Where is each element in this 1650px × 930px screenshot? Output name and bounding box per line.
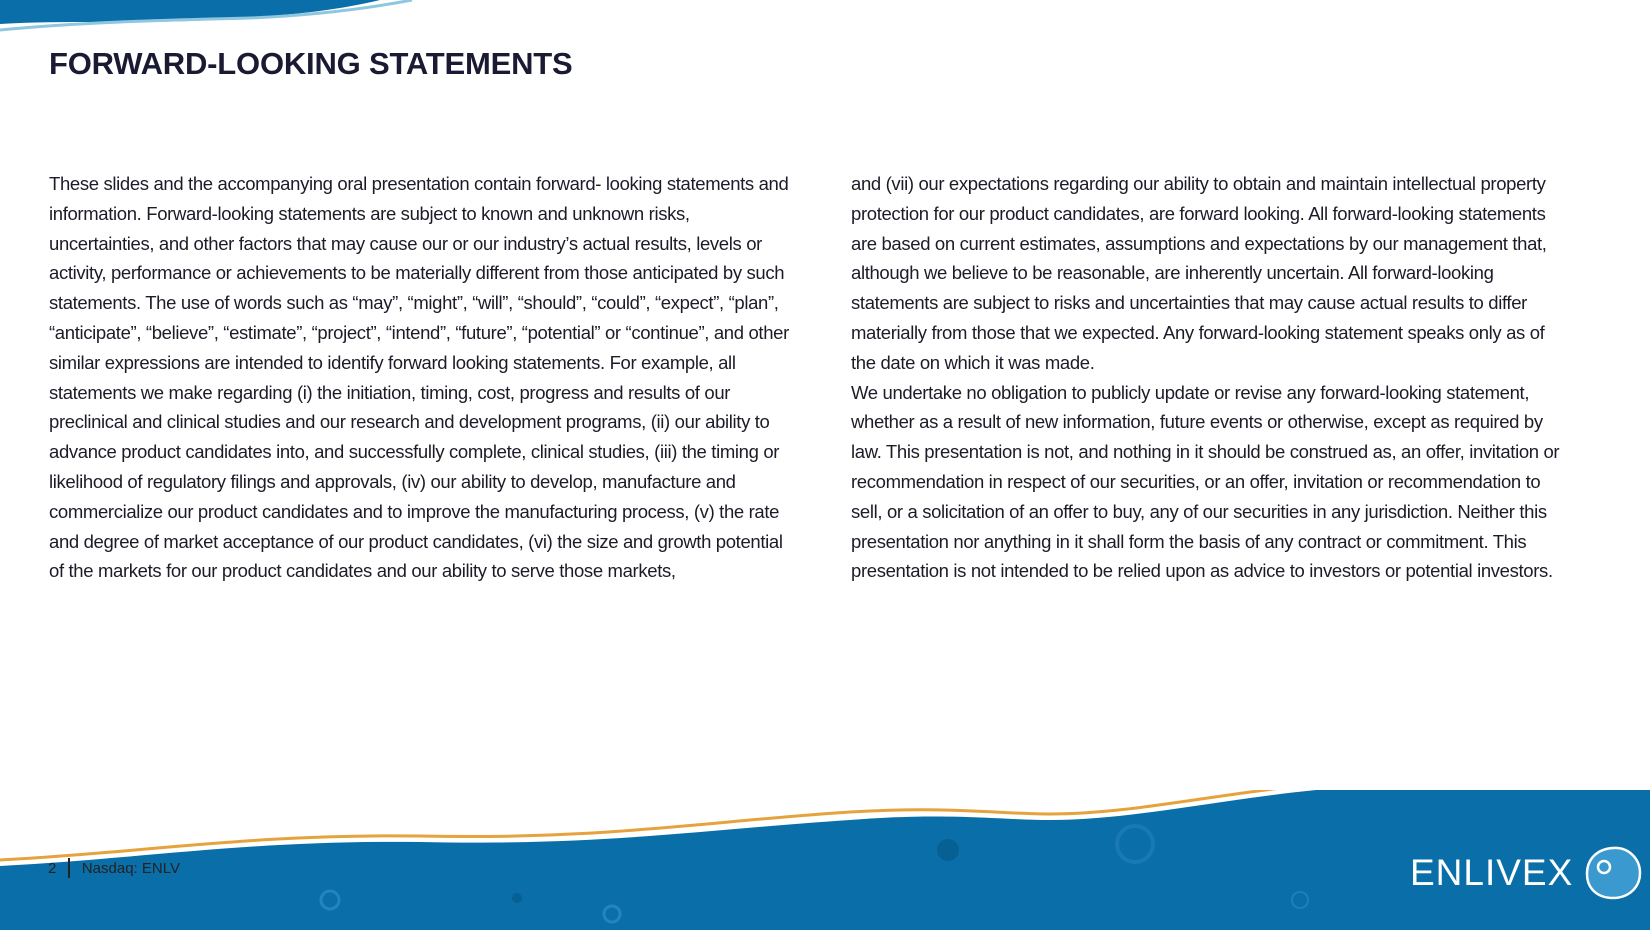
right-column — [851, 169, 1561, 586]
footer-divider — [68, 858, 70, 878]
logo-text: ENLIVEX — [1410, 852, 1574, 893]
ticker-label: Nasdaq: ENLV — [81, 859, 180, 877]
footer — [48, 858, 180, 878]
bottom-wave-decoration — [0, 790, 1650, 930]
company-logo — [1410, 845, 1643, 901]
left-column — [49, 169, 789, 586]
top-wave-decoration — [0, 0, 420, 40]
page-number: 2 — [48, 859, 57, 877]
right-column-paragraph-1: and (vii) our expectations regarding our ability to obtain and maintain intellectual property protection for our product candidates, are forward looking. All forward-looking statements are based on current estimates, assumptions and expectations by our management that, although we believe to be reasonable, are inherently uncertain. All forward-looking statements are subject to risks and uncertainties that may cause actual results to differ materially from those that we expected. Any forward-looking statement speaks only as of the date on which it was made. — [851, 173, 1547, 373]
right-column-paragraph-2: We undertake no obligation to publicly update or revise any forward-looking statement, whether as a result of new information, future events or otherwise, except as required by law. This presentation is not, and nothing in it should be construed as, an offer, invitation or recommendation in respect of our securities, or an offer, invitation or recommendation to sell, or a solicitation of an offer to buy, any of our securities in any jurisdiction. Neither this presentation nor anything in it shall form the basis of any contract or commitment. This presentation is not intended to be relied upon as advice to investors or potential investors. — [851, 381, 1560, 582]
page-title: FORWARD-LOOKING STATEMENTS — [49, 46, 573, 81]
left-column-text: These slides and the accompanying oral presentation contain forward- looking statements and information. Forward-looking statements are subject to known and unknown risks, uncertainties, and other factors that may cause our or our industry’s actual results, levels or activity, performance or achievements to be materially different from those anticipated by such statements. The use of words such as “may”, “might”, “will”, “should”, “could”, “expect”, “plan”, “anticipate”, “believe”, “estimate”, “project”, “intend”, “future”, “potential” or “continue”, and other similar expressions are intended to identify forward looking statements. For example, all statements we make regarding (i) the initiation, timing, cost, progress and results of our preclinical and clinical studies and our research and development programs, (ii) our ability to advance product candidates into, and successfully complete, clinical studies, (iii) the timing or likelihood of regulatory filings and approvals, (iv) our ability to develop, manufacture and commercialize our product candidates and to improve the manufacturing process, (v) the rate and degree of market acceptance of our product candidates, (vi) the size and growth potential of the markets for our product candidates and our ability to serve those markets, — [49, 173, 789, 582]
cell-icon — [1583, 845, 1643, 901]
